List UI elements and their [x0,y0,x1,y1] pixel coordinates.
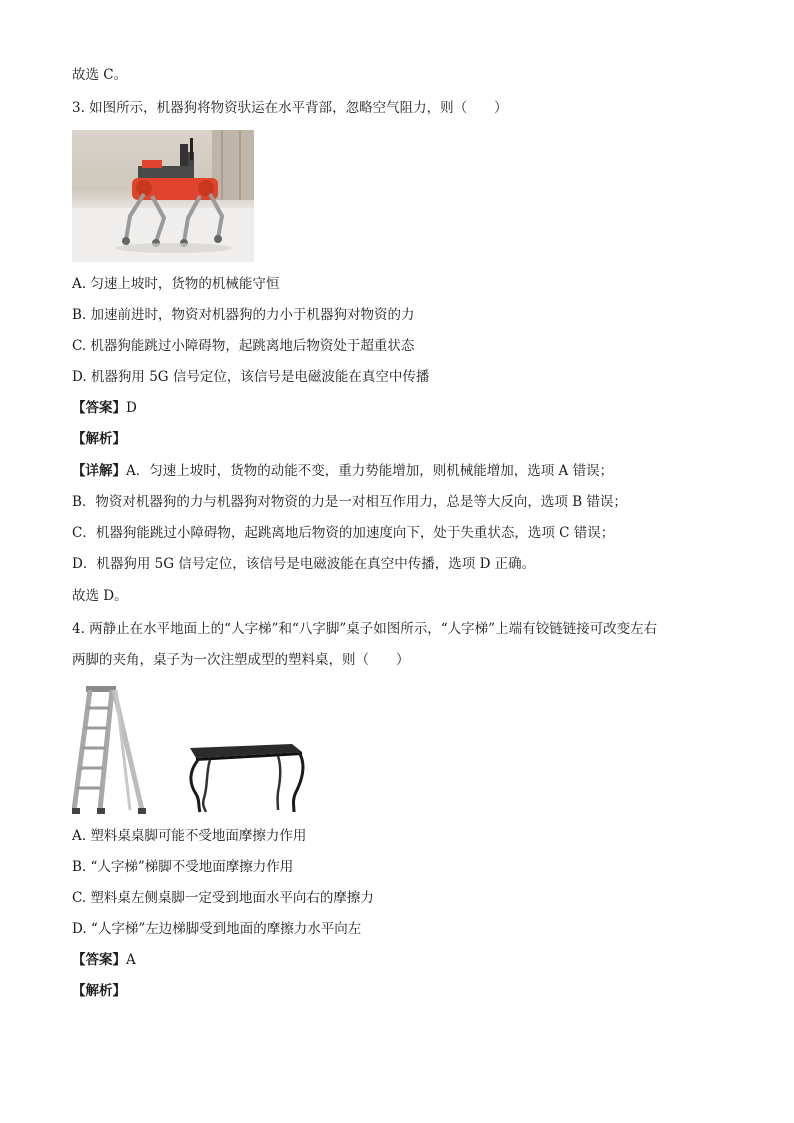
splay-leg-table-illustration [182,742,306,814]
q4-option-c: C. 塑料桌左侧桌脚一定受到地面水平向右的摩擦力 [72,890,374,906]
question-4-stem-line1: 4. 两静止在水平地面上的“人字梯”和“八字脚”桌子如图所示，“人字梯”上端有铰链链接可改变左右 [72,621,658,637]
answer-tag: 【答案】 [72,400,126,416]
q4-analysis-heading: 【解析】 [72,983,126,999]
q3-detail-b: B．物资对机器狗的力与机器狗对物资的力是一对相互作用力，总是等大反向，选项 B 错误； [72,494,627,510]
conclusion-q3: 故选 D。 [72,588,128,604]
answer-tag: 【答案】 [72,952,126,968]
answer-value: A [126,952,136,968]
detail-text: A．匀速上坡时，货物的动能不变，重力势能增加，则机械能增加，选项 A 错误； [126,463,614,479]
q3-option-d: D. 机器狗用 5G 信号定位，该信号是电磁波能在真空中传播 [72,369,430,385]
q3-option-b: B. 加速前进时，物资对机器狗的力小于机器狗对物资的力 [72,307,415,323]
a-frame-ladder-illustration [72,686,148,814]
answer-value: D [126,400,137,416]
q3-detail-c: C．机器狗能跳过小障碍物，起跳离地后物资的加速度向下，处于失重状态，选项 C 错误； [72,525,615,541]
robot-dog-illustration [72,130,254,262]
conclusion-q2: 故选 C。 [72,67,128,83]
detail-tag: 【详解】 [72,463,126,479]
question-3-stem: 3. 如图所示，机器狗将物资驮运在水平背部，忽略空气阻力，则（ ） [72,100,508,116]
q4-option-b: B. “人字梯”梯脚不受地面摩擦力作用 [72,859,294,875]
q3-option-a: A. 匀速上坡时，货物的机械能守恒 [72,276,280,292]
question-4-stem-line2: 两脚的夹角，桌子为一次注塑成型的塑料桌，则（ ） [72,652,410,668]
q3-option-c: C. 机器狗能跳过小障碍物，起跳离地后物资处于超重状态 [72,338,415,354]
ladder-figure [72,686,148,814]
q4-answer [72,951,136,969]
q4-option-a: A. 塑料桌桌脚可能不受地面摩擦力作用 [72,828,307,844]
q4-option-d: D. “人字梯”左边梯脚受到地面的摩擦力水平向左 [72,921,362,937]
q3-detail-a [72,462,613,480]
plastic-table-figure [182,742,306,814]
q3-answer [72,399,137,417]
robot-dog-figure [72,130,254,262]
q3-analysis-heading: 【解析】 [72,431,126,447]
q3-detail-d: D．机器狗用 5G 信号定位，该信号是电磁波能在真空中传播，选项 D 正确。 [72,556,536,572]
